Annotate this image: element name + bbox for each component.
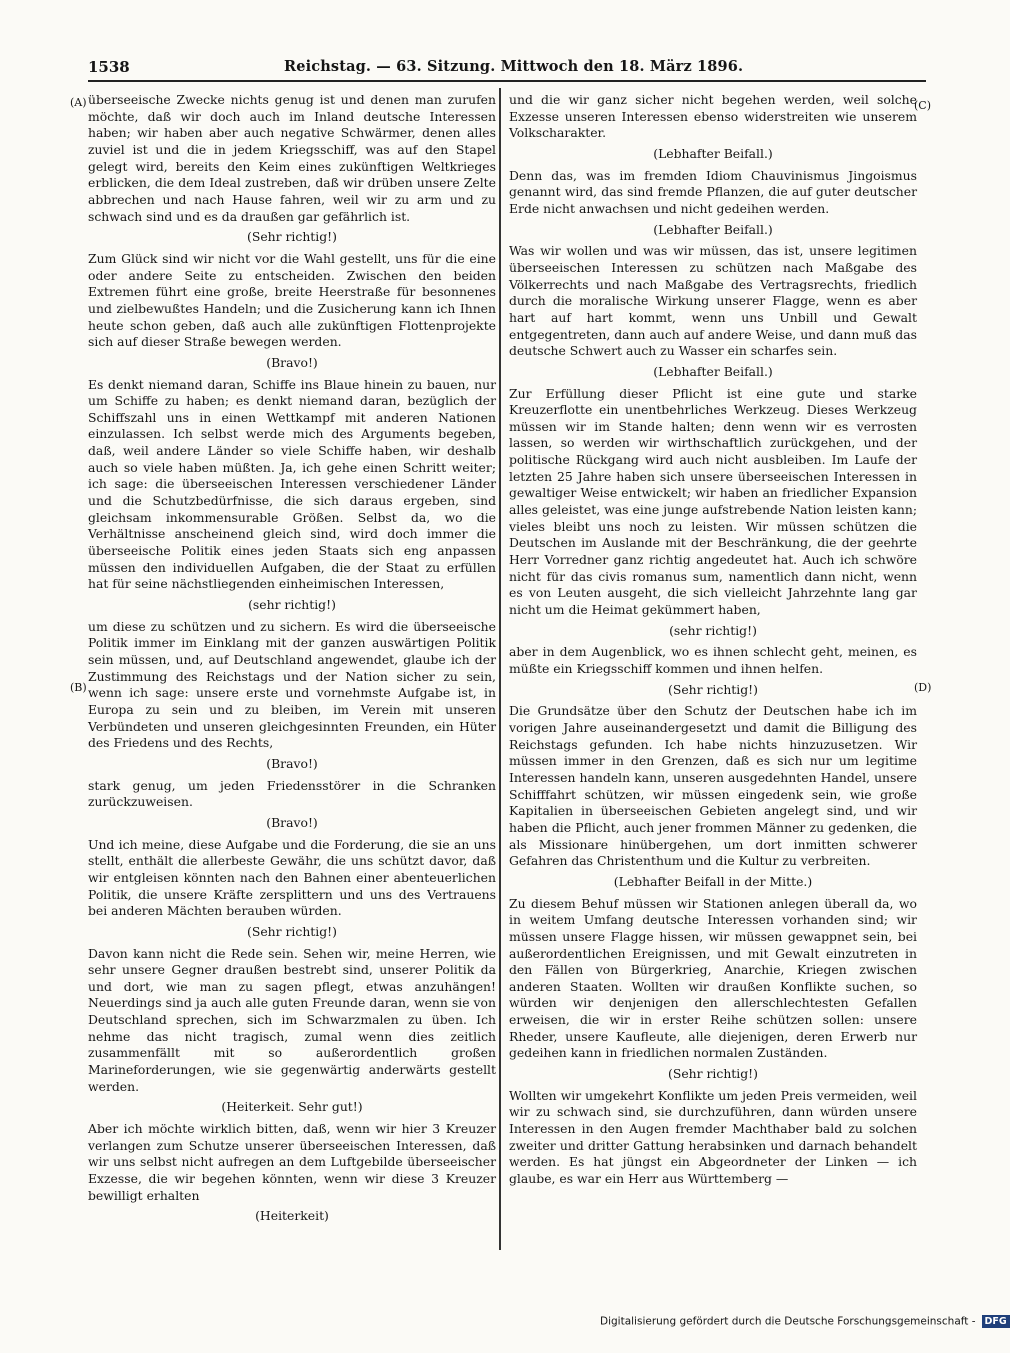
speech-paragraph: und die wir ganz sicher nicht begehen werden, weil solche Exzesse unseren Interessen ebenso widerstreiten wie unserem Volkscharakter. — [509, 92, 917, 141]
speech-paragraph: Davon kann nicht die Rede sein. Sehen wir, meine Herren, wie sehr unsere Gegner draußen bestrebt sind, unserer Politik da und dort, wie man zu sagen pflegt, etwas anzuhängen! Neuerdings sind ja auch alle guten Freunde daran, wenn sie von Deutschland sprechen, sich im Schwarzmalen zu üben. Ich nehme das nicht tragisch, zumal wenn dies zeitlich zusammenfällt mit so außerordentlich großen Marineforderungen, wie sie gegenwärtig anderwärts gestellt werden. — [88, 945, 496, 1094]
speech-paragraph: überseeische Zwecke nichts genug ist und denen man zurufen möchte, daß wir doch auch im Inland deutsche Interessen haben; wir haben aber auch negative Schwärmer, denen alles zuviel ist und die in jedem Kriegsschiff, was auf den Stapel gelegt wird, bereits den Keim eines zukünftigen Weltkrieges erblicken, die dem Ideal zustreben, daß wir drüben unsere Zelte abbrechen und nach Hause fahren, weil wir zu arm und zu schwach sind und es da draußen gar gefährlich ist. — [88, 92, 496, 224]
speech-paragraph: Zum Glück sind wir nicht vor die Wahl gestellt, uns für die eine oder andere Seite zu entscheiden. Zwischen den beiden Extremen führt eine große, breite Heerstraße für besonnenes und zielbewußtes Handeln; und die Zusicherung kann ich Ihnen heute schon geben, daß auch alle zukünftigen Flottenprojekte sich auf dieser Straße bewegen werden. — [88, 250, 496, 350]
speech-paragraph: Wollten wir umgekehrt Konflikte um jeden Preis vermeiden, weil wir zu schwach sind, sie durchzuführen, dann würden unsere Interessen in den Augen fremder Machthaber bald zu solchen zweiter und dritter Gattung herabsinken und darnach behandelt werden. Es hat jüngst ein Abgeordneter der Linken — ich glaube, es war ein Herr aus Württemberg — — [509, 1087, 917, 1187]
speech-paragraph: Es denkt niemand daran, Schiffe ins Blaue hinein zu bauen, nur um Schiffe zu haben; es denkt niemand daran, bezüglich der Schiffszahl uns in einen Wettkampf mit anderen Nationen einzulassen. Ich selbst werde mich des Arguments begeben, daß, weil andere Länder so viele Schiffe haben, wir deshalb auch so viele haben müßten. Ja, ich gehe einen Schritt weiter; ich sage: die überseeischen Interessen verschiedener Länder und die Schutzbedürfnisse, die sich daraus ergeben, sind gleichsam inkommensurable Größen. Selbst da, wo die Verhältnisse anscheinend gleich sind, wird doch immer die überseeische Politik eines jeden Staats sich eng anpassen müssen den individuellen Aufgaben, die der Staat zu erfüllen hat für seine nächstliegenden einheimischen Interessen, — [88, 376, 496, 592]
interjection: (Sehr richtig!) — [247, 923, 337, 939]
column-divider — [499, 88, 501, 1250]
interjection: (Bravo!) — [266, 755, 318, 771]
speech-paragraph: Aber ich möchte wirklich bitten, daß, wenn wir hier 3 Kreuzer verlangen zum Schutze unserer überseeischen Interessen, daß wir uns selbst nicht aufregen an dem Luftgebilde überseeischer Exzesse, die wir begehen könnten, wenn wir diese 3 Kreuzer bewilligt erhalten — [88, 1121, 496, 1203]
page-header — [88, 56, 926, 78]
margin-marker-c: (C) — [914, 99, 931, 112]
interjection: (Heiterkeit. Sehr gut!) — [221, 1099, 363, 1115]
credit-text: Digitalisierung gefördert durch die Deutsche Forschungsgemeinschaft - — [600, 1315, 976, 1328]
margin-marker-d: (D) — [914, 681, 932, 694]
interjection: (Lebhafter Beifall.) — [653, 221, 773, 237]
speech-paragraph: Zu diesem Behuf müssen wir Stationen anlegen überall da, wo in weitem Umfang deutsche Interessen vorhanden sind; wir müssen unsere Flagge hissen, wir müssen gewappnet sein, bei außerordentlichen Ereignissen, und mit Gewalt einzutreten in den Fällen von Bürgerkrieg, Anarchie, Kriegen zwischen anderen Staaten. Wollten wir draußen Konflikte suchen, so würden wir denjenigen den allerschlechtesten Gefallen erweisen, die wir in erster Reihe schützen sollen: unsere Rheder, unsere Kaufleute, alle diejenigen, deren Erwerb nur gedeihen kann in friedlichen normalen Zuständen. — [509, 895, 917, 1061]
speech-paragraph: Was wir wollen und was wir müssen, das ist, unsere legitimen überseeischen Interessen zu schützen nach Maßgabe des Völkerrechts und nach Maßgabe des Vertragsrechts, friedlich durch die moralische Wirkung unserer Flagge, wenn es aber hart auf hart kommt, wenn uns Unbill und Gewalt entgegentreten, dann auch auf andere Weise, und dann muß das deutsche Schwert auch zu Wasser ein scharfes sein. — [509, 243, 917, 359]
margin-marker-a: (A) — [70, 96, 87, 109]
header-rule — [88, 80, 926, 82]
speech-paragraph: Die Grundsätze über den Schutz der Deutschen habe ich im vorigen Jahre auseinandergesetzt und damit die Billigung des Reichstags gefunden. Ich habe nichts hinzuzusetzen. Wir müssen immer in den Grenzen, daß es sich nur um legitime Interessen handeln kann, unseren ausgedehnten Handel, unsere Schifffahrt schützen, wir müssen eingedenk sein, wie große Kapitalien in überseeischen Gebieten angelegt sind, und wir haben die Pflicht, auch jener frommen Männer zu gedenken, die als Missionare hinübergehen, um dort inmitten schwerer Gefahren das Christenthum und die Kultur zu verbreiten. — [509, 703, 917, 869]
left-column — [88, 92, 496, 1230]
dfg-logo-icon: DFG — [982, 1315, 1010, 1328]
speech-paragraph: stark genug, um jeden Friedensstörer in die Schranken zurückzuweisen. — [88, 777, 496, 810]
interjection: (Lebhafter Beifall.) — [653, 363, 773, 379]
running-head: Reichstag. — 63. Sitzung. Mittwoch den 18. März 1896. — [284, 58, 744, 75]
right-column — [509, 92, 917, 1188]
interjection: (Sehr richtig!) — [247, 229, 337, 245]
interjection: (Heiterkeit) — [255, 1208, 329, 1224]
speech-paragraph: aber in dem Augenblick, wo es ihnen schlecht geht, meinen, es müßte ein Kriegsschiff kommen und ihnen helfen. — [509, 644, 917, 676]
interjection: (sehr richtig!) — [248, 597, 336, 613]
interjection: (Sehr richtig!) — [668, 1066, 758, 1082]
interjection: (Sehr richtig!) — [668, 681, 758, 697]
interjection: (Lebhafter Beifall in der Mitte.) — [613, 873, 813, 889]
speech-paragraph: Und ich meine, diese Aufgabe und die Forderung, die sie an uns stellt, enthält die allerbeste Gewähr, die uns schützt davor, daß wir entgleisen könnten nach den Bahnen einer abenteuerlichen Politik, die unsere Kräfte zersplittern und uns des Vertrauens bei anderen Mächten berauben würden. — [88, 836, 496, 919]
interjection: (Bravo!) — [266, 354, 318, 370]
speech-paragraph: um diese zu schützen und zu sichern. Es wird die überseeische Politik immer im Einklang mit der ganzen auswärtigen Politik sein müssen, und, auf Deutschland angewendet, glaube ich der Zustimmung des Reichstags und der Nation sicher zu sein, wenn ich sage: unsere erste und vornehmste Aufgabe ist, in Europa zu sein und zu bleiben, im Verein mit unseren Verbündeten und unseren gleichgesinnten Freunden, ein Hüter des Friedens und des Rechts, — [88, 618, 496, 751]
interjection: (sehr richtig!) — [669, 622, 757, 638]
page-number: 1538 — [88, 58, 130, 76]
margin-marker-b: (B) — [70, 681, 87, 694]
interjection: (Bravo!) — [266, 814, 318, 830]
speech-paragraph: Zur Erfüllung dieser Pflicht ist eine gute und starke Kreuzerflotte ein unentbehrliches Werkzeug. Dieses Werkzeug müssen wir im Stande halten; denn wenn wir es verrosten lassen, so werden wir wirthschaftlich zurückgehen, und der politische Rückgang wird auch nicht ausbleiben. Im Laufe der letzten 25 Jahre haben sich unsere überseeischen Interessen in gewaltiger Weise entwickelt; wir haben an friedlicher Expansion alles geleistet, was eine junge aufstrebende Nation leisten kann; vieles bleibt uns noch zu leisten. Wir müssen schützen die Deutschen im Auslande mit der Beschränkung, die der geehrte Herr Vorredner ganz richtig angedeutet hat. Auch ich schwöre nicht für das civis romanus sum, namentlich dann nicht, wenn es von Leuten ausgeht, die sich vielleicht Jahrzehnte lang gar nicht um die Heimat gekümmert haben, — [509, 385, 917, 618]
digitization-credit — [600, 1315, 1007, 1328]
interjection: (Lebhafter Beifall.) — [653, 145, 773, 161]
speech-paragraph: Denn das, was im fremden Idiom Chauvinismus Jingoismus genannt wird, das sind fremde Pflanzen, die auf guter deutscher Erde nicht anwachsen und nicht gedeihen werden. — [509, 167, 917, 216]
